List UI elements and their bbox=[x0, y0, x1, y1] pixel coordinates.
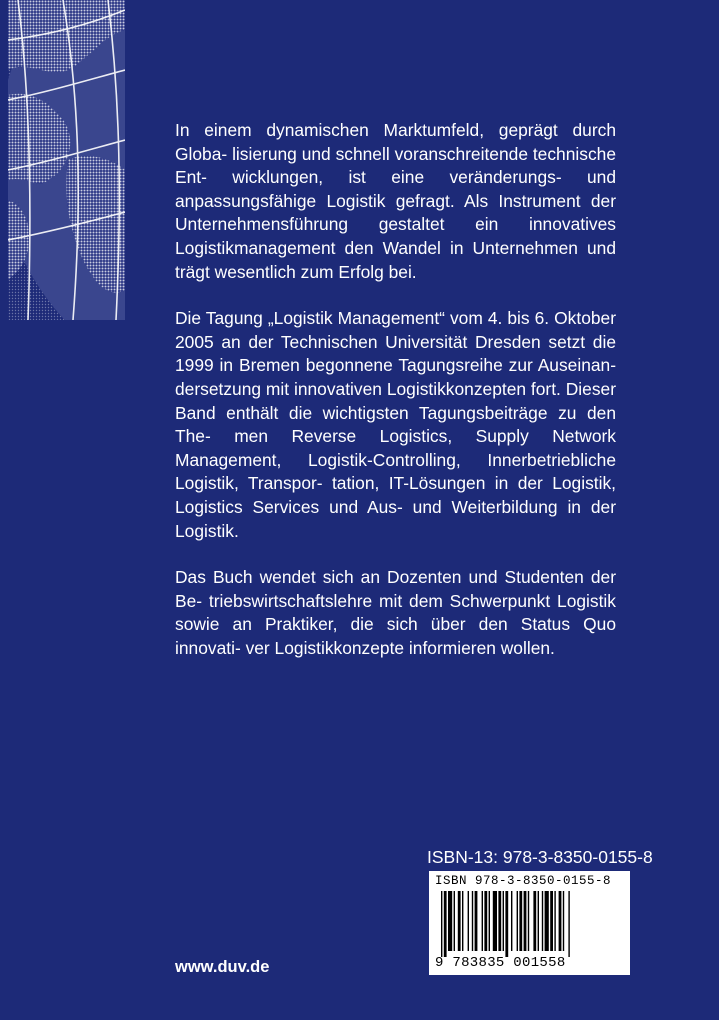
barcode-bar bbox=[545, 891, 549, 951]
barcode bbox=[429, 871, 630, 975]
paragraph-audience: Das Buch wendet sich an Dozenten und Studenten der Be- triebswirtschaftslehre mit dem Schwerpunkt Logistik sowie an Praktiker, die sich über den Status Quo innovati- ver Logistikkonzepte informieren wollen. bbox=[175, 567, 616, 658]
barcode-bar bbox=[568, 891, 569, 957]
barcode-isbn-text: ISBN 978-3-8350-0155-8 bbox=[435, 874, 612, 888]
barcode-bar bbox=[554, 891, 555, 951]
barcode-bar bbox=[528, 891, 529, 951]
barcode-bar bbox=[542, 891, 543, 951]
barcode-bar bbox=[444, 891, 447, 957]
barcode-bar bbox=[472, 891, 473, 951]
barcode-bar bbox=[550, 891, 553, 951]
blurb bbox=[175, 119, 616, 683]
paragraph-intro: In einem dynamischen Marktumfeld, geprägt durch Globa- lisierung und schnell voranschreitende technische Ent- wicklungen, ist eine veränderungs- und anpassungsfähige Logistik gefragt. Als Instrument der Unternehmensführung gestaltet ein innovatives Logistikmanagement den Wandel in Unternehmen und trägt wesentlich zum Erfolg bei. bbox=[175, 120, 616, 282]
barcode-bar bbox=[517, 891, 518, 951]
barcode-bar bbox=[498, 891, 501, 951]
barcode-bar bbox=[519, 891, 522, 951]
barcode-bar bbox=[489, 891, 490, 951]
paragraph-conference: Die Tagung „Logistik Management“ vom 4. bis 6. Oktober 2005 an der Technischen Universität Dresden setzt die 1999 in Bremen begonnene Tagungsreihe zur Auseinan- dersetzung mit innovativen Logistikkonzepten fort. Dieser Band enthält die wichtigsten Tagungsbeiträge zu den The- men Reverse Logistics, Supply Network Management, Logistik-Controlling, Innerbetriebliche Logistik, Transpor- tation, IT-Lösungen in der Logistik, Logistics Services und Aus- und Weiterbildung in der Logistik. bbox=[175, 308, 616, 541]
barcode-bar bbox=[563, 891, 564, 951]
barcode-bar bbox=[468, 891, 469, 951]
barcode-bar bbox=[482, 891, 483, 951]
barcode-bar bbox=[462, 891, 463, 951]
barcode-bar bbox=[503, 891, 504, 951]
barcode-bar bbox=[493, 891, 497, 951]
barcode-bar bbox=[559, 891, 562, 951]
isbn-label: ISBN-13: 978-3-8350-0155-8 bbox=[427, 847, 653, 867]
barcode-digits: 9 783835 001558 bbox=[435, 955, 566, 971]
barcode-bar bbox=[458, 891, 461, 951]
barcode-bar bbox=[524, 891, 527, 951]
globe-image bbox=[8, 0, 125, 320]
barcode-bar bbox=[538, 891, 539, 951]
publisher-url: www.duv.de bbox=[175, 958, 270, 976]
barcode-bar bbox=[511, 891, 512, 951]
barcode-bar bbox=[454, 891, 455, 951]
barcode-bar bbox=[505, 891, 508, 957]
barcode-bar bbox=[484, 891, 487, 951]
barcode-bar bbox=[441, 891, 442, 957]
barcode-bar bbox=[448, 891, 452, 951]
barcode-bar bbox=[475, 891, 478, 951]
barcode-bar bbox=[533, 891, 536, 951]
